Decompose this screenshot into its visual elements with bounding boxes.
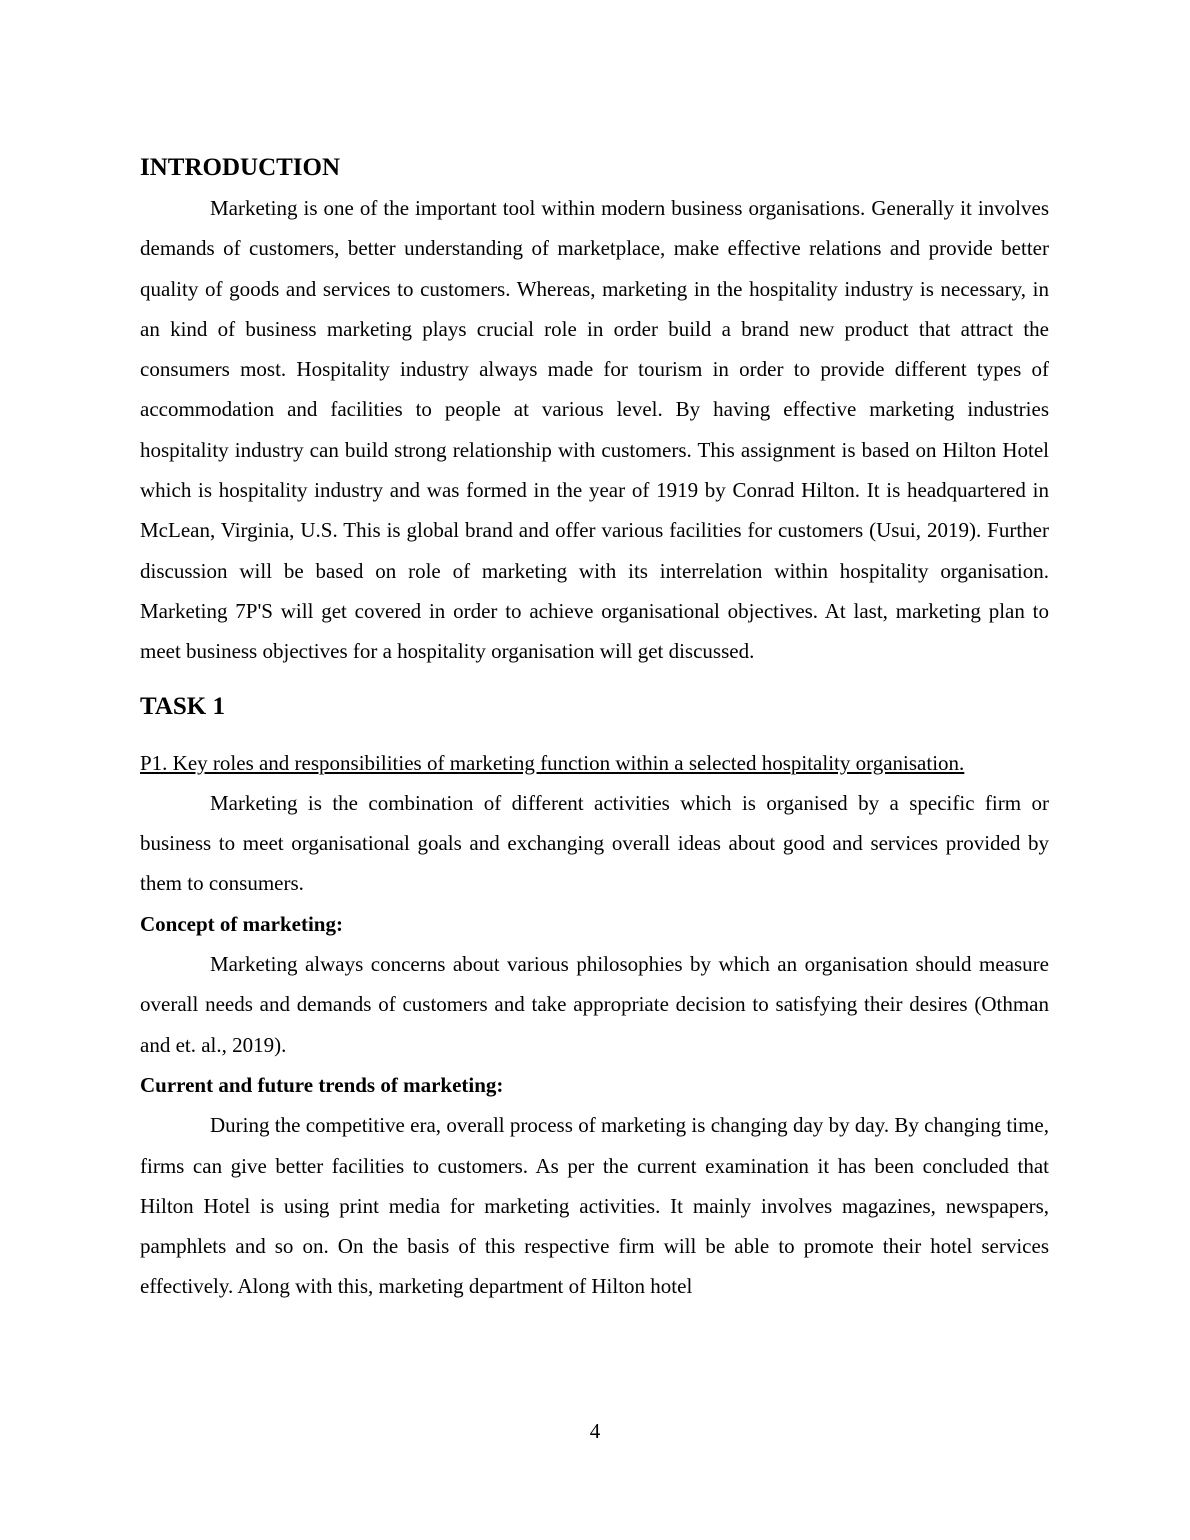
concept-paragraph: Marketing always concerns about various philosophies by which an organisation should measure overall needs and demands of customers and take appropriate decision to satisfying their desires (Othman and et. al., 2019). bbox=[140, 952, 1049, 1057]
page-number: 4 bbox=[589, 1419, 601, 1443]
task-1-heading: TASK 1 bbox=[140, 692, 225, 720]
introduction-paragraph: Marketing is one of the important tool within modern business organisations. Generally it involves demands of customers, better understanding of marketplace, make effective relations and provide better quality of goods and services to customers. Whereas, marketing in the hospitality industry is necessary, in an kind of business marketing plays crucial role in order build a brand new product that attract the consumers most. Hospitality industry always made for tourism in order to provide different types of accommodation and facilities to people at various level. By having effective marketing industries hospitality industry can build strong relationship with customers. This assignment is based on Hilton Hotel which is hospitality industry and was formed in the year of 1919 by Conrad Hilton. It is headquartered in McLean, Virginia, U.S. This is global brand and offer various facilities for customers (Usui, 2019). Further discussion will be based on role of marketing with its interrelation within hospitality organisation. Marketing 7P'S will get covered in order to achieve organisational objectives. At last, marketing plan to meet business objectives for a hospitality organisation will get discussed. bbox=[140, 196, 1049, 664]
document-page bbox=[140, 148, 1049, 1307]
p1-paragraph: Marketing is the combination of different activities which is organised by a specific firm or business to meet organisational goals and exchanging overall ideas about good and services provided by them to consumers. bbox=[140, 790, 1049, 896]
concept-of-marketing-label: Concept of marketing: bbox=[140, 911, 343, 936]
p1-subheading: P1. Key roles and responsibilities of marketing function within a selected hospitality organisation. bbox=[140, 750, 965, 775]
introduction-heading: INTRODUCTION bbox=[140, 154, 341, 181]
trends-paragraph: During the competitive era, overall process of marketing is changing day by day. By changing time, firms can give better facilities to customers. As per the current examination it has been concluded that Hilton Hotel is using print media for marketing activities. It mainly involves magazines, newspapers, pamphlets and so on. On the basis of this respective firm will be able to promote their hotel services effectively. Along with this, marketing department of Hilton hotel bbox=[140, 1113, 1049, 1299]
trends-label: Current and future trends of marketing: bbox=[140, 1072, 504, 1097]
